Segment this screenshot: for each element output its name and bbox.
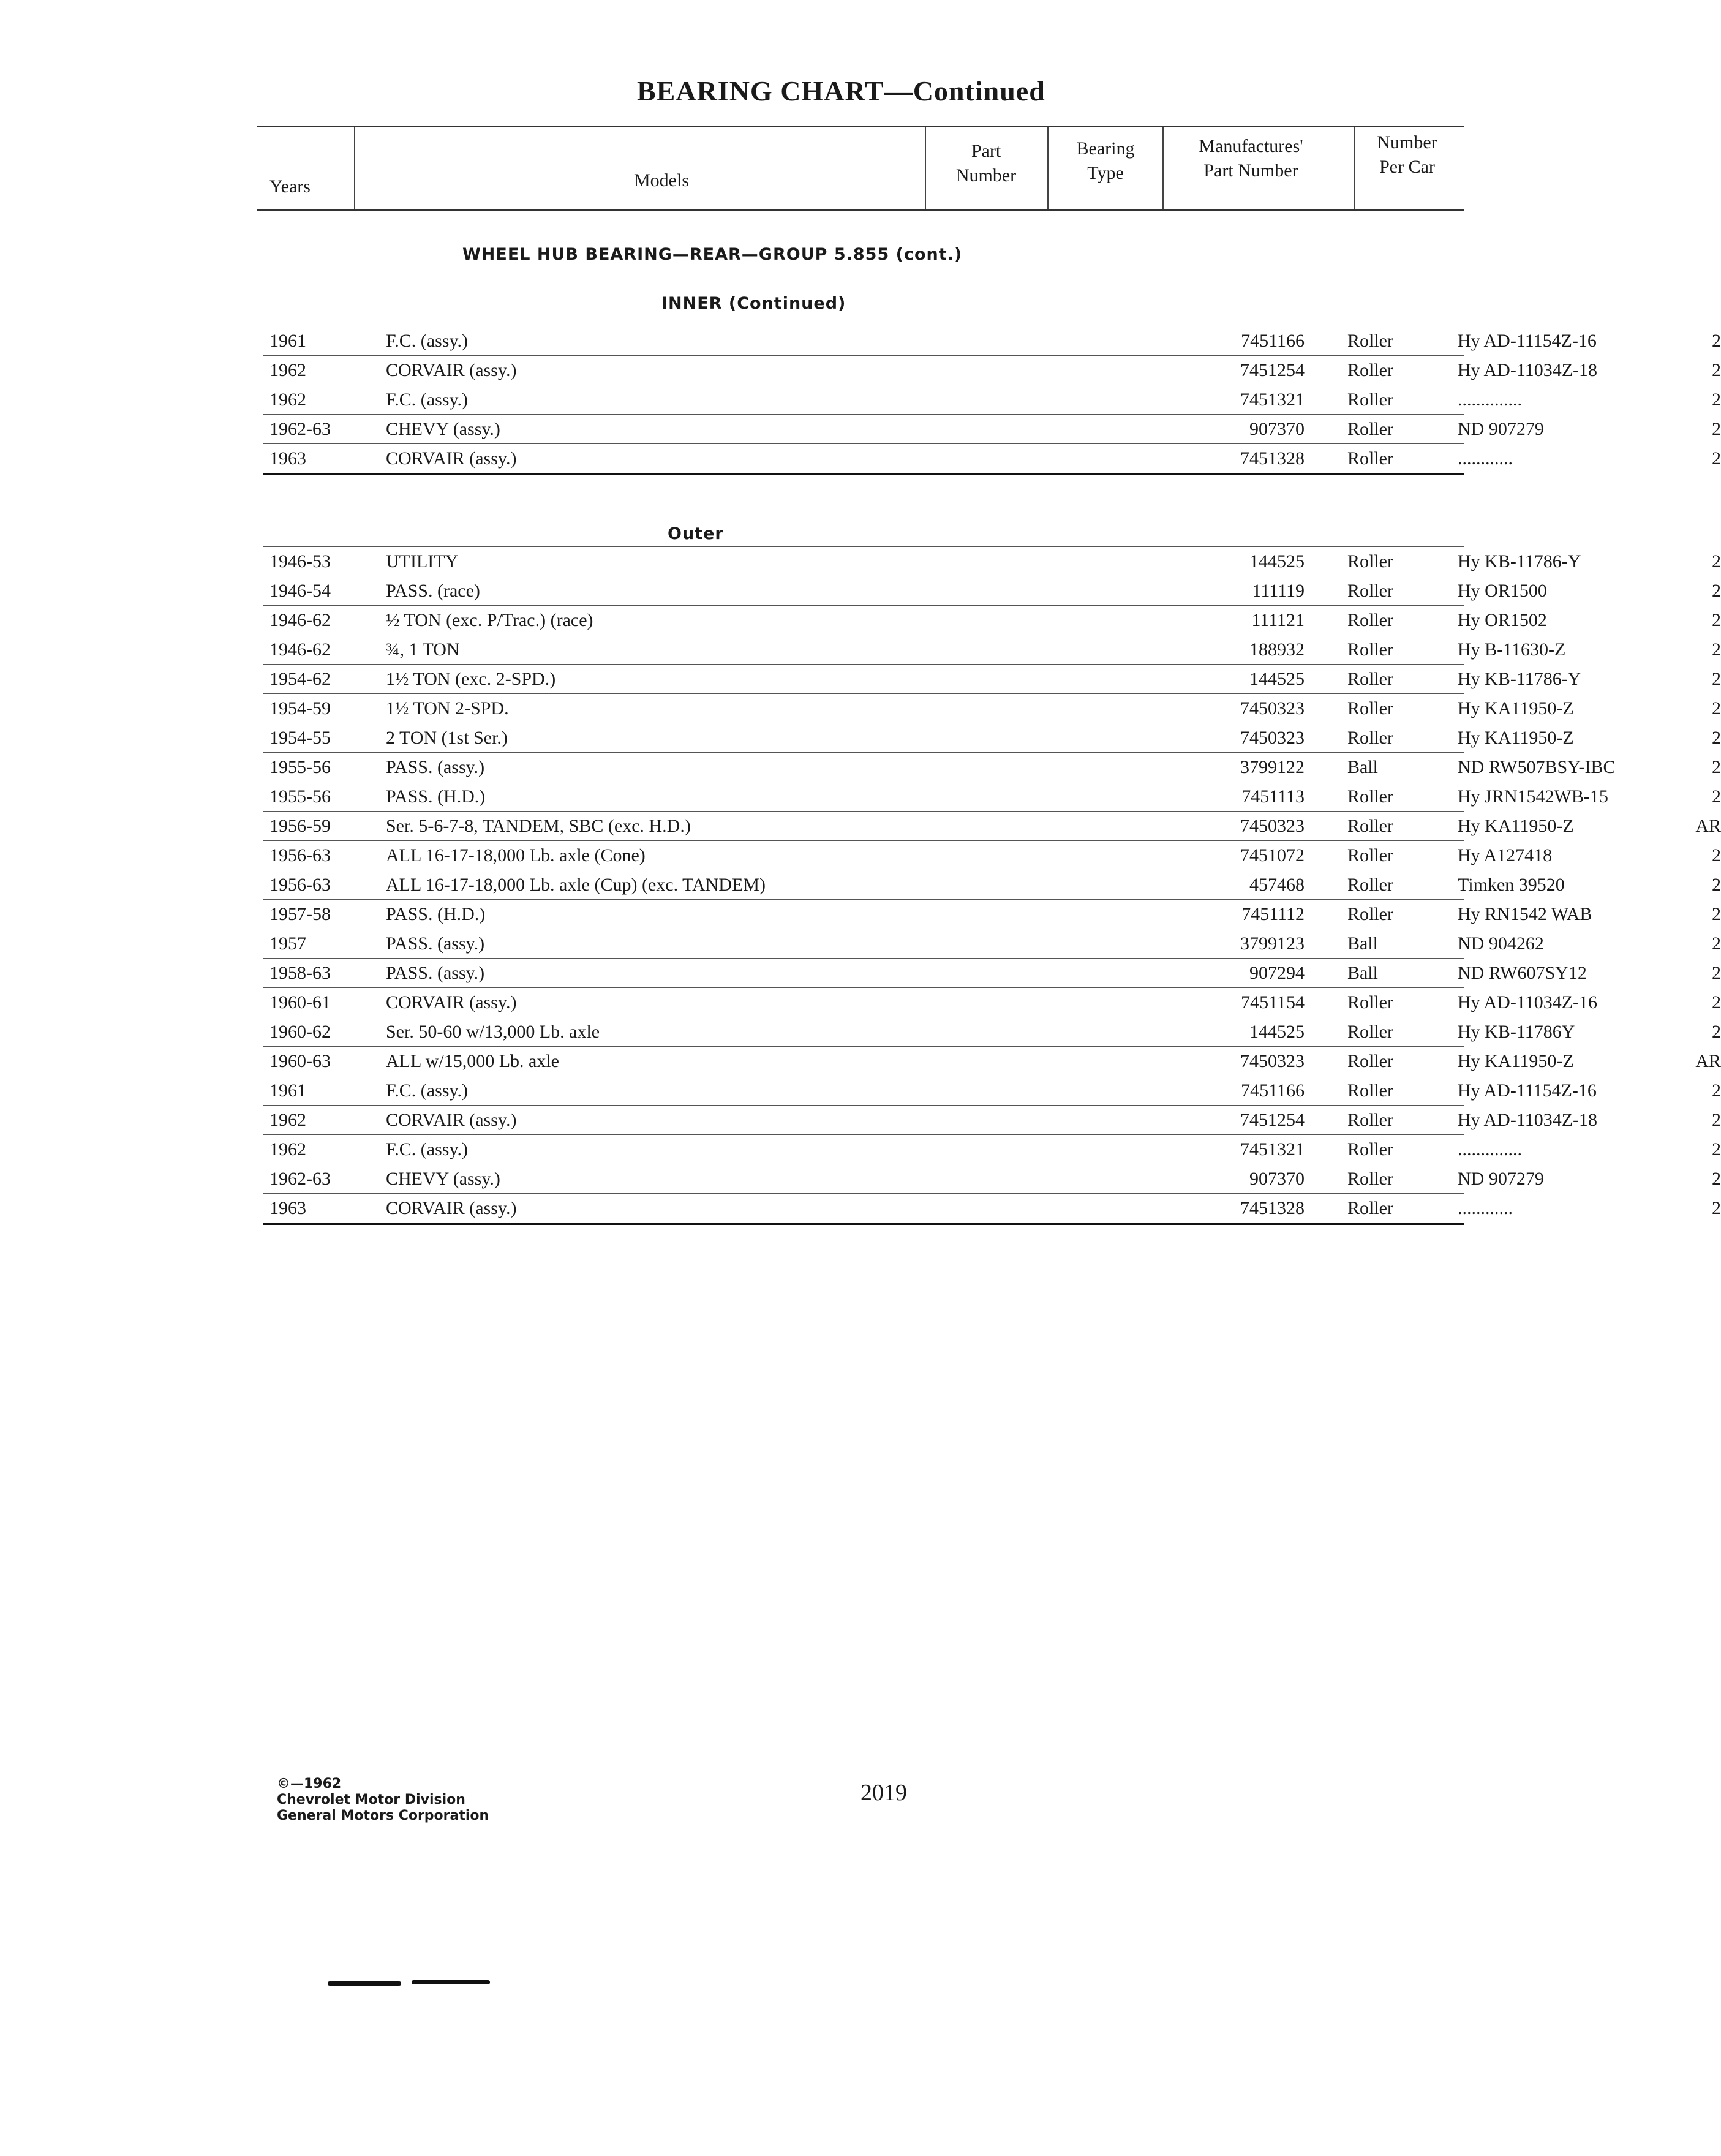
cell-years: 1946-54 bbox=[269, 581, 331, 601]
cell-mfr-part: Hy KA11950-Z bbox=[1458, 816, 1574, 836]
table-row bbox=[263, 812, 1721, 841]
cell-number-per-car: 2 bbox=[1712, 581, 1721, 601]
cell-bearing-type: Roller bbox=[1347, 390, 1393, 410]
table-row bbox=[263, 929, 1721, 959]
cell-number-per-car: 2 bbox=[1712, 1198, 1721, 1218]
cell-mfr-part: Hy OR1500 bbox=[1458, 581, 1547, 601]
cell-model: Ser. 5-6-7-8, TANDEM, SBC (exc. H.D.) bbox=[386, 816, 691, 836]
scan-mark bbox=[412, 1980, 490, 1985]
table-row bbox=[263, 900, 1721, 929]
cell-bearing-type: Roller bbox=[1347, 904, 1393, 924]
cell-bearing-type: Roller bbox=[1347, 1022, 1393, 1042]
cell-part-number: 7450323 bbox=[1240, 1051, 1305, 1071]
cell-model: F.C. (assy.) bbox=[386, 1139, 468, 1159]
cell-years: 1962 bbox=[269, 1110, 306, 1130]
cell-number-per-car: 2 bbox=[1712, 419, 1721, 439]
cell-part-number: 7451328 bbox=[1240, 448, 1305, 469]
cell-model: PASS. (H.D.) bbox=[386, 786, 486, 807]
cell-model: CORVAIR (assy.) bbox=[386, 448, 517, 469]
header-mfr-line-1: Manufactures' bbox=[1199, 136, 1303, 156]
copyright-line: General Motors Corporation bbox=[277, 1808, 489, 1823]
header-divider bbox=[925, 127, 926, 209]
cell-mfr-part: Hy KB-11786-Y bbox=[1458, 669, 1581, 689]
cell-model: ALL 16-17-18,000 Lb. axle (Cup) (exc. TANDEM) bbox=[386, 875, 766, 895]
cell-model: CORVAIR (assy.) bbox=[386, 992, 517, 1012]
cell-bearing-type: Roller bbox=[1347, 669, 1393, 689]
cell-model: 1½ TON 2-SPD. bbox=[386, 698, 509, 718]
cell-part-number: 3799123 bbox=[1240, 933, 1305, 954]
cell-mfr-part: Hy AD-11154Z-16 bbox=[1458, 331, 1597, 351]
table-row bbox=[263, 385, 1721, 415]
cell-part-number: 7451254 bbox=[1240, 1110, 1305, 1130]
cell-bearing-type: Roller bbox=[1347, 419, 1393, 439]
cell-mfr-part: Hy A127418 bbox=[1458, 845, 1553, 865]
cell-years: 1954-59 bbox=[269, 698, 331, 718]
cell-bearing-type: Roller bbox=[1347, 698, 1393, 718]
page-number: 2019 bbox=[860, 1780, 907, 1806]
cell-mfr-part: Hy KB-11786-Y bbox=[1458, 551, 1581, 571]
cell-model: Ser. 50-60 w/13,000 Lb. axle bbox=[386, 1022, 600, 1042]
cell-part-number: 7450323 bbox=[1240, 728, 1305, 748]
cell-model: UTILITY bbox=[386, 551, 459, 571]
header-divider bbox=[354, 127, 355, 209]
cell-number-per-car: 2 bbox=[1712, 448, 1721, 469]
cell-years: 1960-62 bbox=[269, 1022, 331, 1042]
table-row bbox=[263, 1047, 1721, 1076]
header-part-number bbox=[928, 139, 1044, 188]
table-row bbox=[263, 1017, 1721, 1047]
cell-number-per-car: AR bbox=[1695, 816, 1721, 836]
cell-part-number: 7451154 bbox=[1241, 992, 1305, 1012]
header-divider bbox=[1047, 127, 1049, 209]
cell-mfr-part: Hy KA11950-Z bbox=[1458, 728, 1574, 748]
cell-years: 1946-62 bbox=[269, 639, 331, 660]
cell-mfr-part: Hy KA11950-Z bbox=[1458, 698, 1574, 718]
cell-mfr-part: ND 907279 bbox=[1458, 1169, 1544, 1189]
cell-number-per-car: 2 bbox=[1712, 1110, 1721, 1130]
cell-number-per-car: 2 bbox=[1712, 786, 1721, 807]
cell-part-number: 144525 bbox=[1249, 1022, 1305, 1042]
cell-number-per-car: 2 bbox=[1712, 390, 1721, 410]
table-row bbox=[263, 870, 1721, 900]
cell-bearing-type: Roller bbox=[1347, 551, 1393, 571]
cell-mfr-part: Timken 39520 bbox=[1458, 875, 1565, 895]
header-type-line-2: Type bbox=[1087, 163, 1124, 183]
cell-number-per-car: 2 bbox=[1712, 875, 1721, 895]
table-row bbox=[263, 665, 1721, 694]
table-row bbox=[263, 326, 1721, 356]
cell-number-per-car: 2 bbox=[1712, 904, 1721, 924]
table-row bbox=[263, 444, 1721, 475]
table-row bbox=[263, 753, 1721, 782]
table-row bbox=[263, 723, 1721, 753]
table-row bbox=[263, 1076, 1721, 1106]
cell-model: CORVAIR (assy.) bbox=[386, 360, 517, 380]
cell-years: 1954-62 bbox=[269, 669, 331, 689]
cell-mfr-part: Hy KB-11786Y bbox=[1458, 1022, 1575, 1042]
cell-mfr-part: ND 904262 bbox=[1458, 933, 1544, 954]
header-part-line-1: Part bbox=[971, 141, 1001, 161]
header-divider bbox=[1354, 127, 1355, 209]
cell-years: 1955-56 bbox=[269, 757, 331, 777]
inner-table bbox=[263, 326, 1721, 475]
cell-mfr-part: ............ bbox=[1458, 448, 1513, 469]
cell-part-number: 3799122 bbox=[1240, 757, 1305, 777]
copyright-notice bbox=[277, 1776, 489, 1824]
cell-bearing-type: Roller bbox=[1347, 786, 1393, 807]
inner-title: INNER (Continued) bbox=[661, 294, 846, 313]
cell-model: PASS. (assy.) bbox=[386, 933, 485, 954]
cell-part-number: 7451254 bbox=[1240, 360, 1305, 380]
cell-model: ¾, 1 TON bbox=[386, 639, 460, 660]
cell-mfr-part: Hy JRN1542WB-15 bbox=[1458, 786, 1608, 807]
cell-number-per-car: 2 bbox=[1712, 1022, 1721, 1042]
table-row bbox=[263, 415, 1721, 444]
copyright-line: Chevrolet Motor Division bbox=[277, 1792, 465, 1807]
cell-bearing-type: Roller bbox=[1347, 610, 1393, 630]
table-row bbox=[263, 1135, 1721, 1164]
cell-bearing-type: Roller bbox=[1347, 1051, 1393, 1071]
cell-model: CORVAIR (assy.) bbox=[386, 1198, 517, 1218]
cell-number-per-car: 2 bbox=[1712, 669, 1721, 689]
header-divider bbox=[1162, 127, 1164, 209]
cell-mfr-part: .............. bbox=[1458, 390, 1522, 410]
cell-bearing-type: Ball bbox=[1347, 963, 1378, 983]
cell-part-number: 7451113 bbox=[1241, 786, 1305, 807]
cell-model: ½ TON (exc. P/Trac.) (race) bbox=[386, 610, 593, 630]
cell-number-per-car: 2 bbox=[1712, 610, 1721, 630]
cell-bearing-type: Roller bbox=[1347, 360, 1393, 380]
cell-mfr-part: ND RW507BSY-IBC bbox=[1458, 757, 1616, 777]
cell-model: PASS. (assy.) bbox=[386, 963, 485, 983]
cell-years: 1954-55 bbox=[269, 728, 331, 748]
cell-bearing-type: Roller bbox=[1347, 1110, 1393, 1130]
cell-bearing-type: Roller bbox=[1347, 728, 1393, 748]
cell-part-number: 7451328 bbox=[1240, 1198, 1305, 1218]
cell-number-per-car: 2 bbox=[1712, 639, 1721, 660]
header-mfr-part bbox=[1167, 134, 1335, 183]
cell-years: 1960-63 bbox=[269, 1051, 331, 1071]
header-years: Years bbox=[269, 176, 311, 197]
cell-number-per-car: 2 bbox=[1712, 728, 1721, 748]
cell-model: 2 TON (1st Ser.) bbox=[386, 728, 508, 748]
cell-number-per-car: 2 bbox=[1712, 845, 1721, 865]
cell-bearing-type: Roller bbox=[1347, 992, 1393, 1012]
header-num-line-2: Per Car bbox=[1379, 157, 1435, 177]
cell-model: F.C. (assy.) bbox=[386, 331, 468, 351]
cell-bearing-type: Ball bbox=[1347, 933, 1378, 954]
cell-number-per-car: 2 bbox=[1712, 963, 1721, 983]
table-row bbox=[263, 1194, 1721, 1225]
table-row bbox=[263, 606, 1721, 635]
outer-title: Outer bbox=[668, 524, 724, 543]
cell-mfr-part: ND RW607SY12 bbox=[1458, 963, 1587, 983]
cell-bearing-type: Roller bbox=[1347, 1139, 1393, 1159]
cell-model: PASS. (assy.) bbox=[386, 757, 485, 777]
cell-part-number: 111121 bbox=[1251, 610, 1305, 630]
header-mfr-line-2: Part Number bbox=[1203, 160, 1298, 181]
table-row bbox=[263, 959, 1721, 988]
cell-number-per-car: 2 bbox=[1712, 1139, 1721, 1159]
cell-bearing-type: Roller bbox=[1347, 1080, 1393, 1101]
cell-years: 1963 bbox=[269, 1198, 306, 1218]
cell-model: ALL 16-17-18,000 Lb. axle (Cone) bbox=[386, 845, 646, 865]
cell-years: 1962 bbox=[269, 1139, 306, 1159]
cell-mfr-part: Hy AD-11034Z-18 bbox=[1458, 360, 1598, 380]
cell-bearing-type: Roller bbox=[1347, 1198, 1393, 1218]
cell-part-number: 7450323 bbox=[1240, 816, 1305, 836]
cell-number-per-car: 2 bbox=[1712, 757, 1721, 777]
cell-bearing-type: Roller bbox=[1347, 845, 1393, 865]
table-row bbox=[263, 782, 1721, 812]
page-title: BEARING CHART—Continued bbox=[637, 75, 1045, 107]
cell-years: 1962-63 bbox=[269, 1169, 331, 1189]
cell-part-number: 7450323 bbox=[1240, 698, 1305, 718]
cell-number-per-car: 2 bbox=[1712, 992, 1721, 1012]
cell-model: 1½ TON (exc. 2-SPD.) bbox=[386, 669, 556, 689]
cell-years: 1961 bbox=[269, 1080, 306, 1101]
cell-years: 1955-56 bbox=[269, 786, 331, 807]
cell-model: CORVAIR (assy.) bbox=[386, 1110, 517, 1130]
cell-mfr-part: .............. bbox=[1458, 1139, 1522, 1159]
cell-model: CHEVY (assy.) bbox=[386, 1169, 500, 1189]
cell-bearing-type: Ball bbox=[1347, 757, 1378, 777]
cell-mfr-part: Hy RN1542 WAB bbox=[1458, 904, 1592, 924]
outer-table bbox=[263, 546, 1721, 1225]
cell-number-per-car: 2 bbox=[1712, 698, 1721, 718]
cell-number-per-car: AR bbox=[1695, 1051, 1721, 1071]
table-row bbox=[263, 635, 1721, 665]
cell-part-number: 457468 bbox=[1249, 875, 1305, 895]
cell-model: CHEVY (assy.) bbox=[386, 419, 500, 439]
scan-mark bbox=[328, 1981, 401, 1986]
cell-mfr-part: Hy AD-11034Z-16 bbox=[1458, 992, 1598, 1012]
cell-model: F.C. (assy.) bbox=[386, 1080, 468, 1101]
cell-bearing-type: Roller bbox=[1347, 639, 1393, 660]
header-models: Models bbox=[634, 170, 689, 190]
cell-part-number: 907370 bbox=[1249, 419, 1305, 439]
cell-part-number: 907294 bbox=[1249, 963, 1305, 983]
cell-number-per-car: 2 bbox=[1712, 331, 1721, 351]
cell-years: 1962-63 bbox=[269, 419, 331, 439]
cell-mfr-part: ............ bbox=[1458, 1198, 1513, 1218]
cell-mfr-part: Hy KA11950-Z bbox=[1458, 1051, 1574, 1071]
cell-bearing-type: Roller bbox=[1347, 331, 1393, 351]
cell-part-number: 7451072 bbox=[1240, 845, 1305, 865]
cell-part-number: 188932 bbox=[1249, 639, 1305, 660]
cell-number-per-car: 2 bbox=[1712, 1169, 1721, 1189]
cell-number-per-car: 2 bbox=[1712, 360, 1721, 380]
header-number-per-car bbox=[1357, 130, 1458, 179]
table-row bbox=[263, 576, 1721, 606]
cell-part-number: 111119 bbox=[1252, 581, 1305, 601]
cell-years: 1956-63 bbox=[269, 845, 331, 865]
table-row bbox=[263, 1164, 1721, 1194]
cell-years: 1956-63 bbox=[269, 875, 331, 895]
section-title: WHEEL HUB BEARING—REAR—GROUP 5.855 (cont.) bbox=[462, 245, 963, 264]
cell-mfr-part: Hy OR1502 bbox=[1458, 610, 1547, 630]
cell-part-number: 7451166 bbox=[1241, 331, 1305, 351]
cell-number-per-car: 2 bbox=[1712, 1080, 1721, 1101]
cell-part-number: 144525 bbox=[1249, 669, 1305, 689]
cell-mfr-part: Hy AD-11154Z-16 bbox=[1458, 1080, 1597, 1101]
table-row bbox=[263, 988, 1721, 1017]
cell-mfr-part: ND 907279 bbox=[1458, 419, 1544, 439]
cell-bearing-type: Roller bbox=[1347, 581, 1393, 601]
table-row bbox=[263, 547, 1721, 576]
cell-years: 1946-62 bbox=[269, 610, 331, 630]
table-header bbox=[257, 126, 1464, 211]
cell-mfr-part: Hy AD-11034Z-18 bbox=[1458, 1110, 1598, 1130]
cell-years: 1958-63 bbox=[269, 963, 331, 983]
cell-mfr-part: Hy B-11630-Z bbox=[1458, 639, 1566, 660]
cell-part-number: 907370 bbox=[1249, 1169, 1305, 1189]
cell-years: 1961 bbox=[269, 331, 306, 351]
cell-bearing-type: Roller bbox=[1347, 816, 1393, 836]
cell-part-number: 7451166 bbox=[1241, 1080, 1305, 1101]
table-row bbox=[263, 841, 1721, 870]
header-type-line-1: Bearing bbox=[1076, 138, 1135, 159]
cell-part-number: 7451321 bbox=[1240, 390, 1305, 410]
cell-years: 1960-61 bbox=[269, 992, 331, 1012]
cell-years: 1962 bbox=[269, 360, 306, 380]
copyright-line: ©—1962 bbox=[277, 1776, 342, 1792]
cell-years: 1963 bbox=[269, 448, 306, 469]
cell-model: ALL w/15,000 Lb. axle bbox=[386, 1051, 559, 1071]
table-row bbox=[263, 694, 1721, 723]
cell-bearing-type: Roller bbox=[1347, 448, 1393, 469]
cell-years: 1956-59 bbox=[269, 816, 331, 836]
table-row bbox=[263, 356, 1721, 385]
cell-number-per-car: 2 bbox=[1712, 933, 1721, 954]
cell-years: 1946-53 bbox=[269, 551, 331, 571]
cell-years: 1957 bbox=[269, 933, 306, 954]
cell-years: 1957-58 bbox=[269, 904, 331, 924]
cell-model: PASS. (race) bbox=[386, 581, 480, 601]
cell-model: PASS. (H.D.) bbox=[386, 904, 486, 924]
cell-part-number: 144525 bbox=[1249, 551, 1305, 571]
header-bearing-type bbox=[1050, 137, 1161, 186]
cell-part-number: 7451321 bbox=[1240, 1139, 1305, 1159]
header-part-line-2: Number bbox=[955, 165, 1017, 186]
cell-part-number: 7451112 bbox=[1241, 904, 1305, 924]
cell-bearing-type: Roller bbox=[1347, 1169, 1393, 1189]
cell-years: 1962 bbox=[269, 390, 306, 410]
cell-bearing-type: Roller bbox=[1347, 875, 1393, 895]
table-row bbox=[263, 1106, 1721, 1135]
header-num-line-1: Number bbox=[1377, 132, 1437, 153]
cell-model: F.C. (assy.) bbox=[386, 390, 468, 410]
cell-number-per-car: 2 bbox=[1712, 551, 1721, 571]
